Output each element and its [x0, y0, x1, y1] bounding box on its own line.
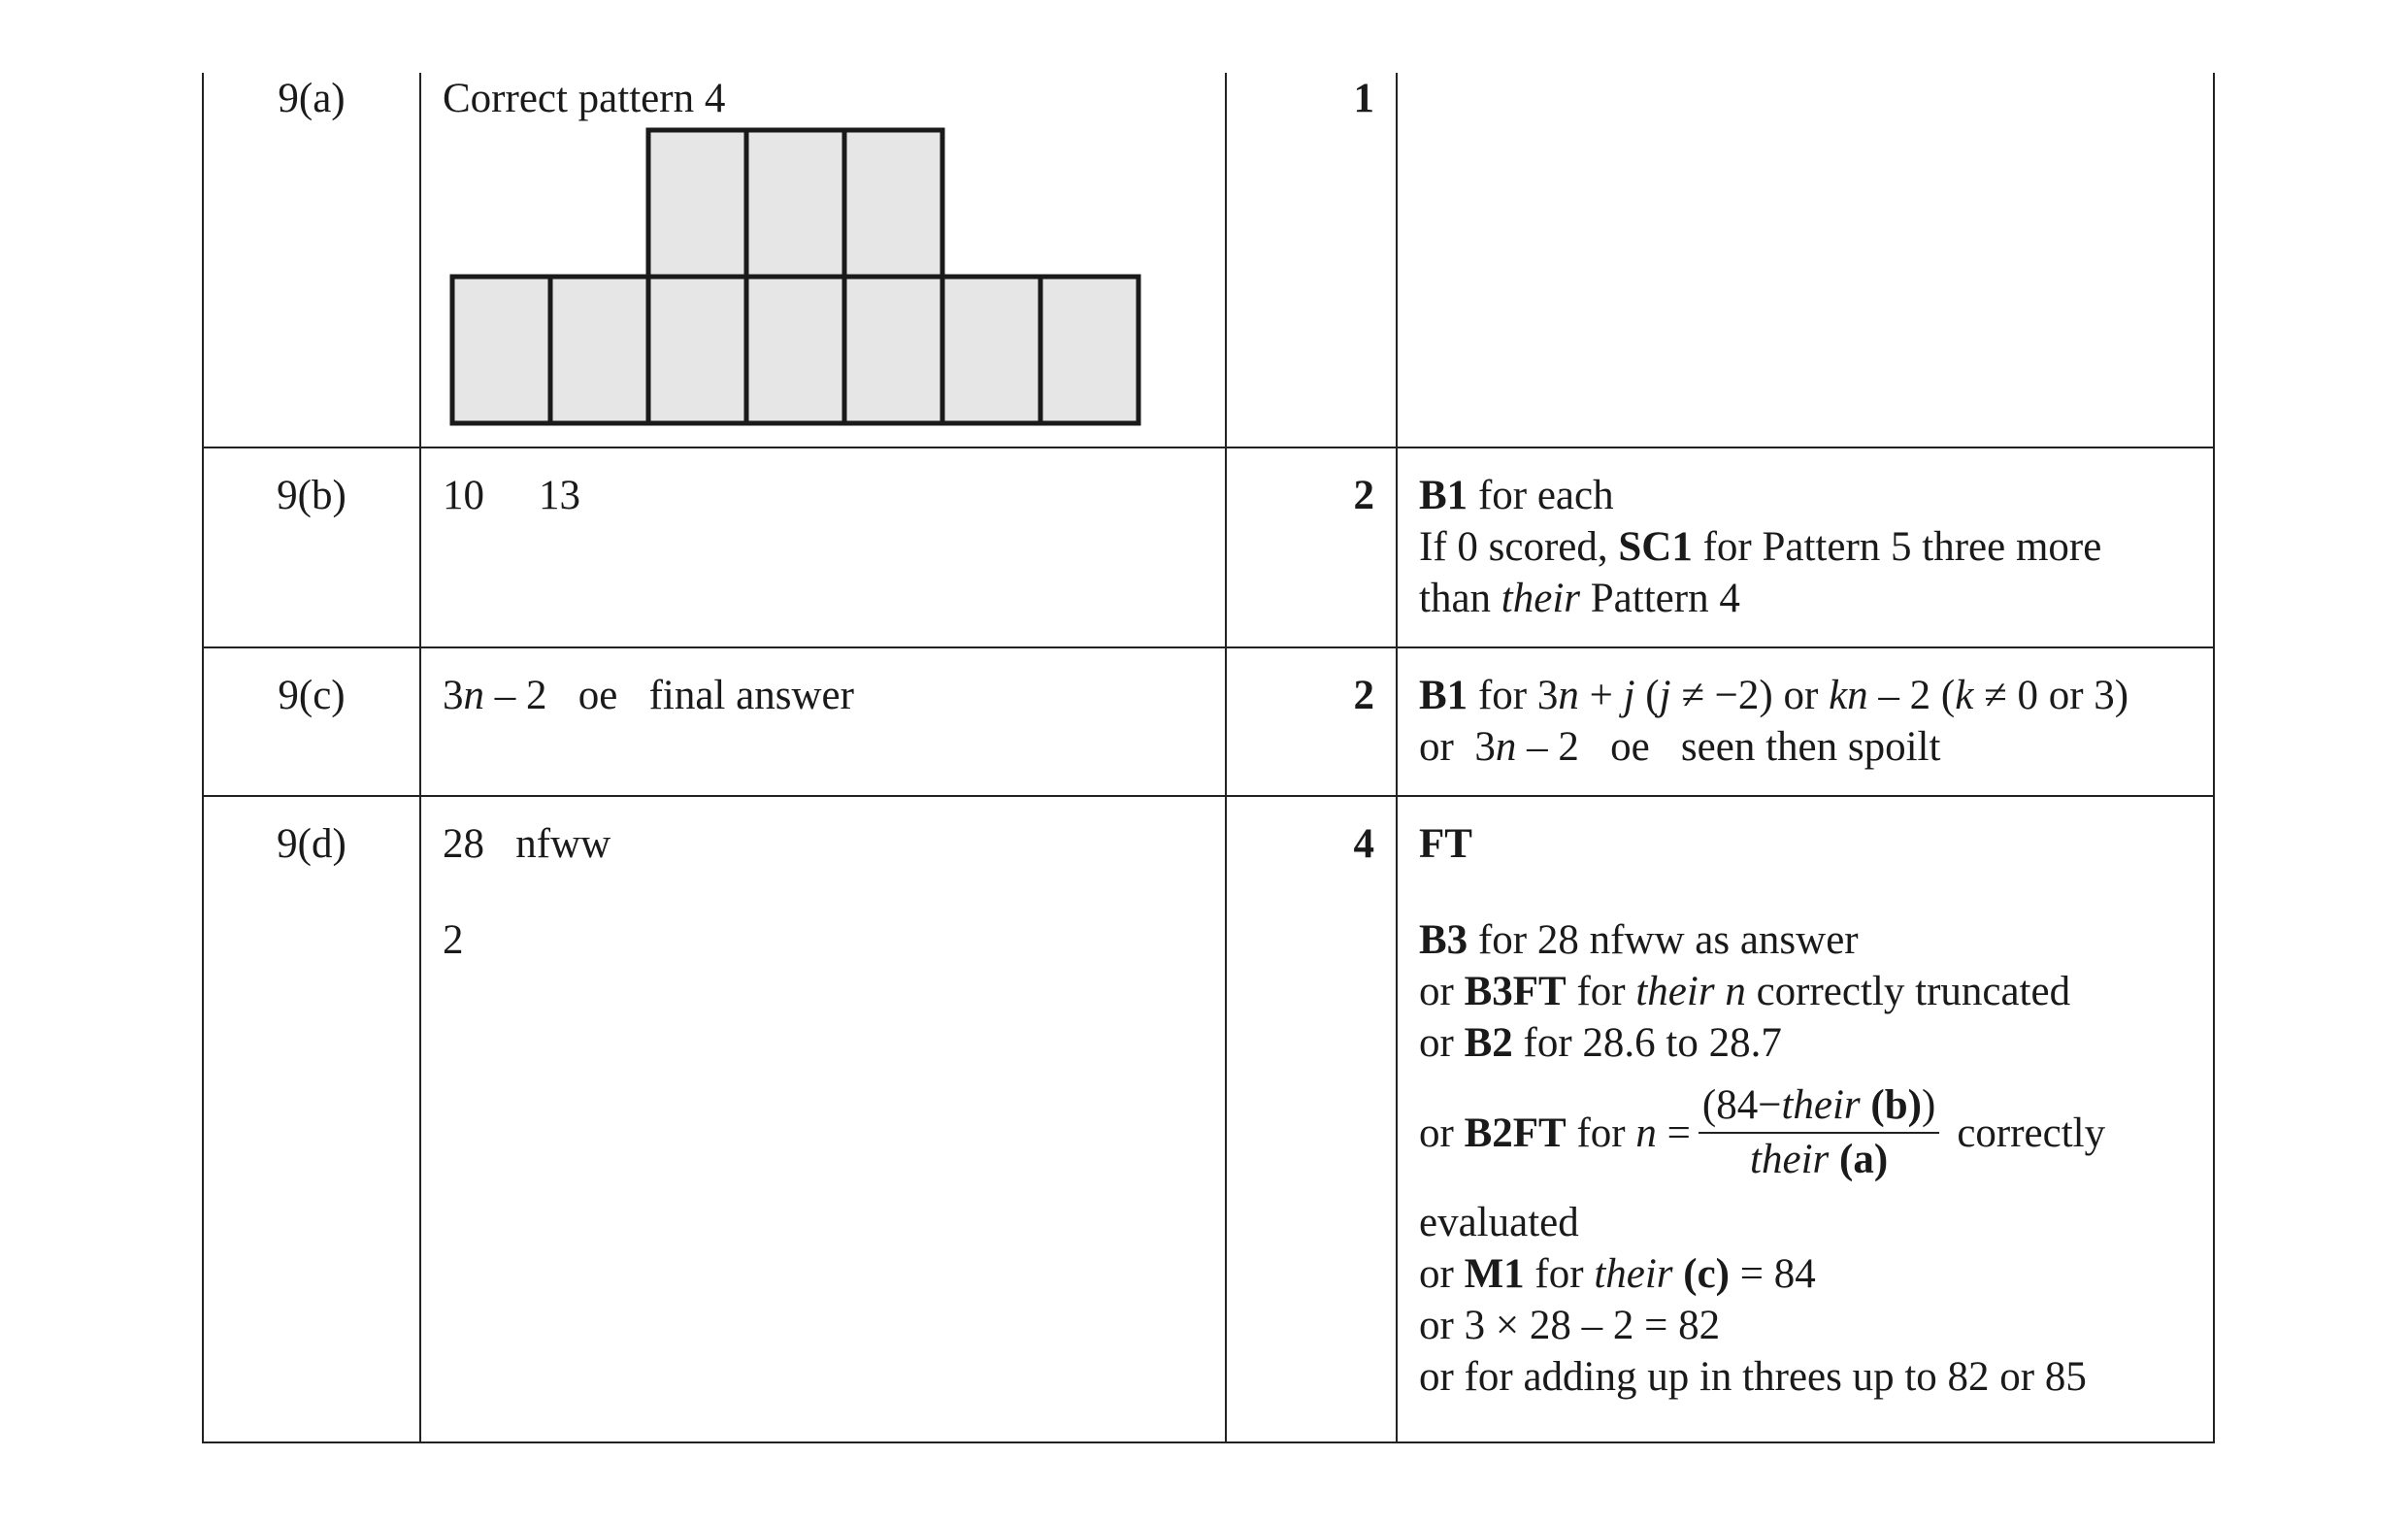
fraction-numerator [1699, 1079, 1939, 1134]
guidance-text: = 84 [1730, 1251, 1816, 1297]
guidance-formula-line [1419, 1075, 2213, 1191]
guidance-text: for each [1468, 473, 1614, 518]
ft-label: FT [1419, 821, 1472, 867]
marks-value: 1 [1353, 76, 1374, 121]
marks-value: 2 [1353, 473, 1374, 518]
guidance-text: than [1419, 576, 1501, 621]
guidance-italic: their n [1635, 969, 1746, 1014]
guidance-text: for 28.6 to 28.7 [1512, 1020, 1782, 1066]
guidance-line: evaluated [1419, 1200, 1579, 1245]
guidance-text: + [1578, 673, 1624, 718]
guidance-line: or for adding up in threes up to 82 or 85 [1419, 1354, 2087, 1400]
guidance-line [1419, 470, 2213, 521]
mark-code: B3FT [1464, 969, 1567, 1014]
marks-cell [1226, 647, 1397, 796]
guidance-italic: j [1659, 673, 1671, 718]
guidance-text: ≠ −2) or [1670, 673, 1830, 718]
mark-code: B3 [1419, 917, 1468, 963]
guidance-italic: their [1501, 576, 1581, 621]
question-cell [203, 447, 420, 647]
guidance-text: = [1656, 1110, 1691, 1156]
pattern-squares [452, 130, 1138, 423]
guidance-bold: (c) [1672, 1251, 1731, 1297]
guidance-line [1419, 966, 2213, 1017]
marks-cell [1226, 447, 1397, 647]
answer-part: – 2 oe final answer [484, 673, 854, 718]
denominator-bold: (a) [1829, 1137, 1889, 1182]
question-cell [203, 647, 420, 796]
answer-cell [420, 796, 1226, 1442]
guidance-text: Pattern 4 [1580, 576, 1740, 621]
answer-text: 28 nfww [443, 821, 611, 867]
guidance-cell [1397, 796, 2214, 1442]
answer-part: 3 [443, 673, 464, 718]
guidance-italic: n [1558, 673, 1579, 718]
guidance-text: for [1566, 1110, 1636, 1156]
marks-cell [1226, 796, 1397, 1442]
marks-value: 2 [1353, 673, 1374, 718]
guidance-italic: k [1955, 673, 1974, 718]
fraction-denominator [1699, 1134, 1939, 1186]
guidance-line [1419, 670, 2213, 721]
answer-value-1: 10 [443, 473, 484, 518]
guidance-text: ( [1634, 673, 1660, 718]
answer-text [443, 670, 1225, 721]
mark-code: B1 [1419, 673, 1468, 718]
marks-value: 4 [1353, 821, 1374, 867]
answer-cell [420, 647, 1226, 796]
pattern-square-top [844, 130, 942, 277]
guidance-text: correctly [1957, 1110, 2106, 1156]
answer-variable: n [463, 673, 484, 718]
guidance-line [1419, 721, 2213, 773]
fraction [1699, 1079, 1939, 1186]
pattern-square-bottom [1040, 277, 1138, 423]
mark-code: B2 [1464, 1020, 1513, 1066]
question-number: 9(c) [278, 673, 346, 718]
guidance-text: – 2 oe seen then spoilt [1516, 724, 1941, 770]
pattern-square-bottom [844, 277, 942, 423]
guidance-italic: n [1495, 724, 1517, 770]
guidance-italic: n [1635, 1110, 1657, 1156]
guidance-text: correctly truncated [1745, 969, 2071, 1014]
guidance-text: for [1566, 969, 1636, 1014]
answer-text [443, 470, 1225, 521]
answer-cell [420, 447, 1226, 647]
numerator-italic: their [1781, 1082, 1861, 1128]
row-9d [203, 796, 2214, 1442]
guidance-text: for 3 [1468, 673, 1559, 718]
mark-code: B2FT [1464, 1110, 1567, 1156]
guidance-line [1419, 573, 2213, 624]
guidance-italic: their [1594, 1251, 1673, 1297]
mark-code: SC1 [1618, 524, 1693, 570]
guidance-cell [1397, 447, 2214, 647]
question-cell [203, 796, 420, 1442]
row-9b [203, 447, 2214, 647]
row-9c [203, 647, 2214, 796]
pattern-square-bottom [550, 277, 648, 423]
guidance-text: or [1419, 969, 1465, 1014]
guidance-line [1419, 1017, 2213, 1069]
answer-value-2: 13 [539, 473, 580, 518]
guidance-text: or [1419, 1110, 1465, 1156]
pattern-square-bottom [452, 277, 550, 423]
guidance-line [1419, 1248, 2213, 1300]
answer-text: 2 [443, 917, 464, 963]
question-cell [203, 73, 420, 447]
spacer [443, 870, 1225, 914]
spacer [1419, 870, 2213, 914]
numerator-text: ) [1921, 1082, 1936, 1128]
pattern-square-top [746, 130, 844, 277]
guidance-line [1419, 521, 2213, 573]
guidance-cell [1397, 73, 2214, 447]
guidance-text: ≠ 0 or 3) [1973, 673, 2129, 718]
guidance-text: for Pattern 5 three more [1692, 524, 2102, 570]
question-number: 9(b) [277, 473, 346, 518]
pattern-square-top [648, 130, 746, 277]
guidance-text: If 0 scored, [1419, 524, 1619, 570]
denominator-italic: their [1750, 1137, 1830, 1182]
question-number: 9(a) [278, 76, 346, 121]
pattern-4-diagram [448, 126, 1147, 427]
guidance-text: for 28 nfww as answer [1468, 917, 1859, 963]
guidance-text [1419, 1108, 1691, 1159]
guidance-cell [1397, 647, 2214, 796]
numerator-bold: (b) [1860, 1082, 1922, 1128]
question-number: 9(d) [277, 821, 346, 867]
guidance-text: or 3 [1419, 724, 1496, 770]
guidance-text: or [1419, 1251, 1465, 1297]
guidance-line [1419, 818, 2213, 870]
guidance-italic: kn [1829, 673, 1868, 718]
mark-code: B1 [1419, 473, 1468, 518]
guidance-line: or 3 × 28 – 2 = 82 [1419, 1303, 1721, 1348]
pattern-square-bottom [942, 277, 1040, 423]
guidance-text: for [1524, 1251, 1595, 1297]
pattern-square-bottom [648, 277, 746, 423]
guidance-italic: j [1623, 673, 1635, 718]
marks-cell [1226, 73, 1397, 447]
guidance-text: – 2 ( [1867, 673, 1956, 718]
pattern-square-bottom [746, 277, 844, 423]
mark-code: M1 [1464, 1251, 1525, 1297]
guidance-line [1419, 914, 2213, 966]
guidance-text: or [1419, 1020, 1465, 1066]
numerator-text: (84− [1701, 1082, 1782, 1128]
answer-text: Correct pattern 4 [443, 76, 726, 121]
